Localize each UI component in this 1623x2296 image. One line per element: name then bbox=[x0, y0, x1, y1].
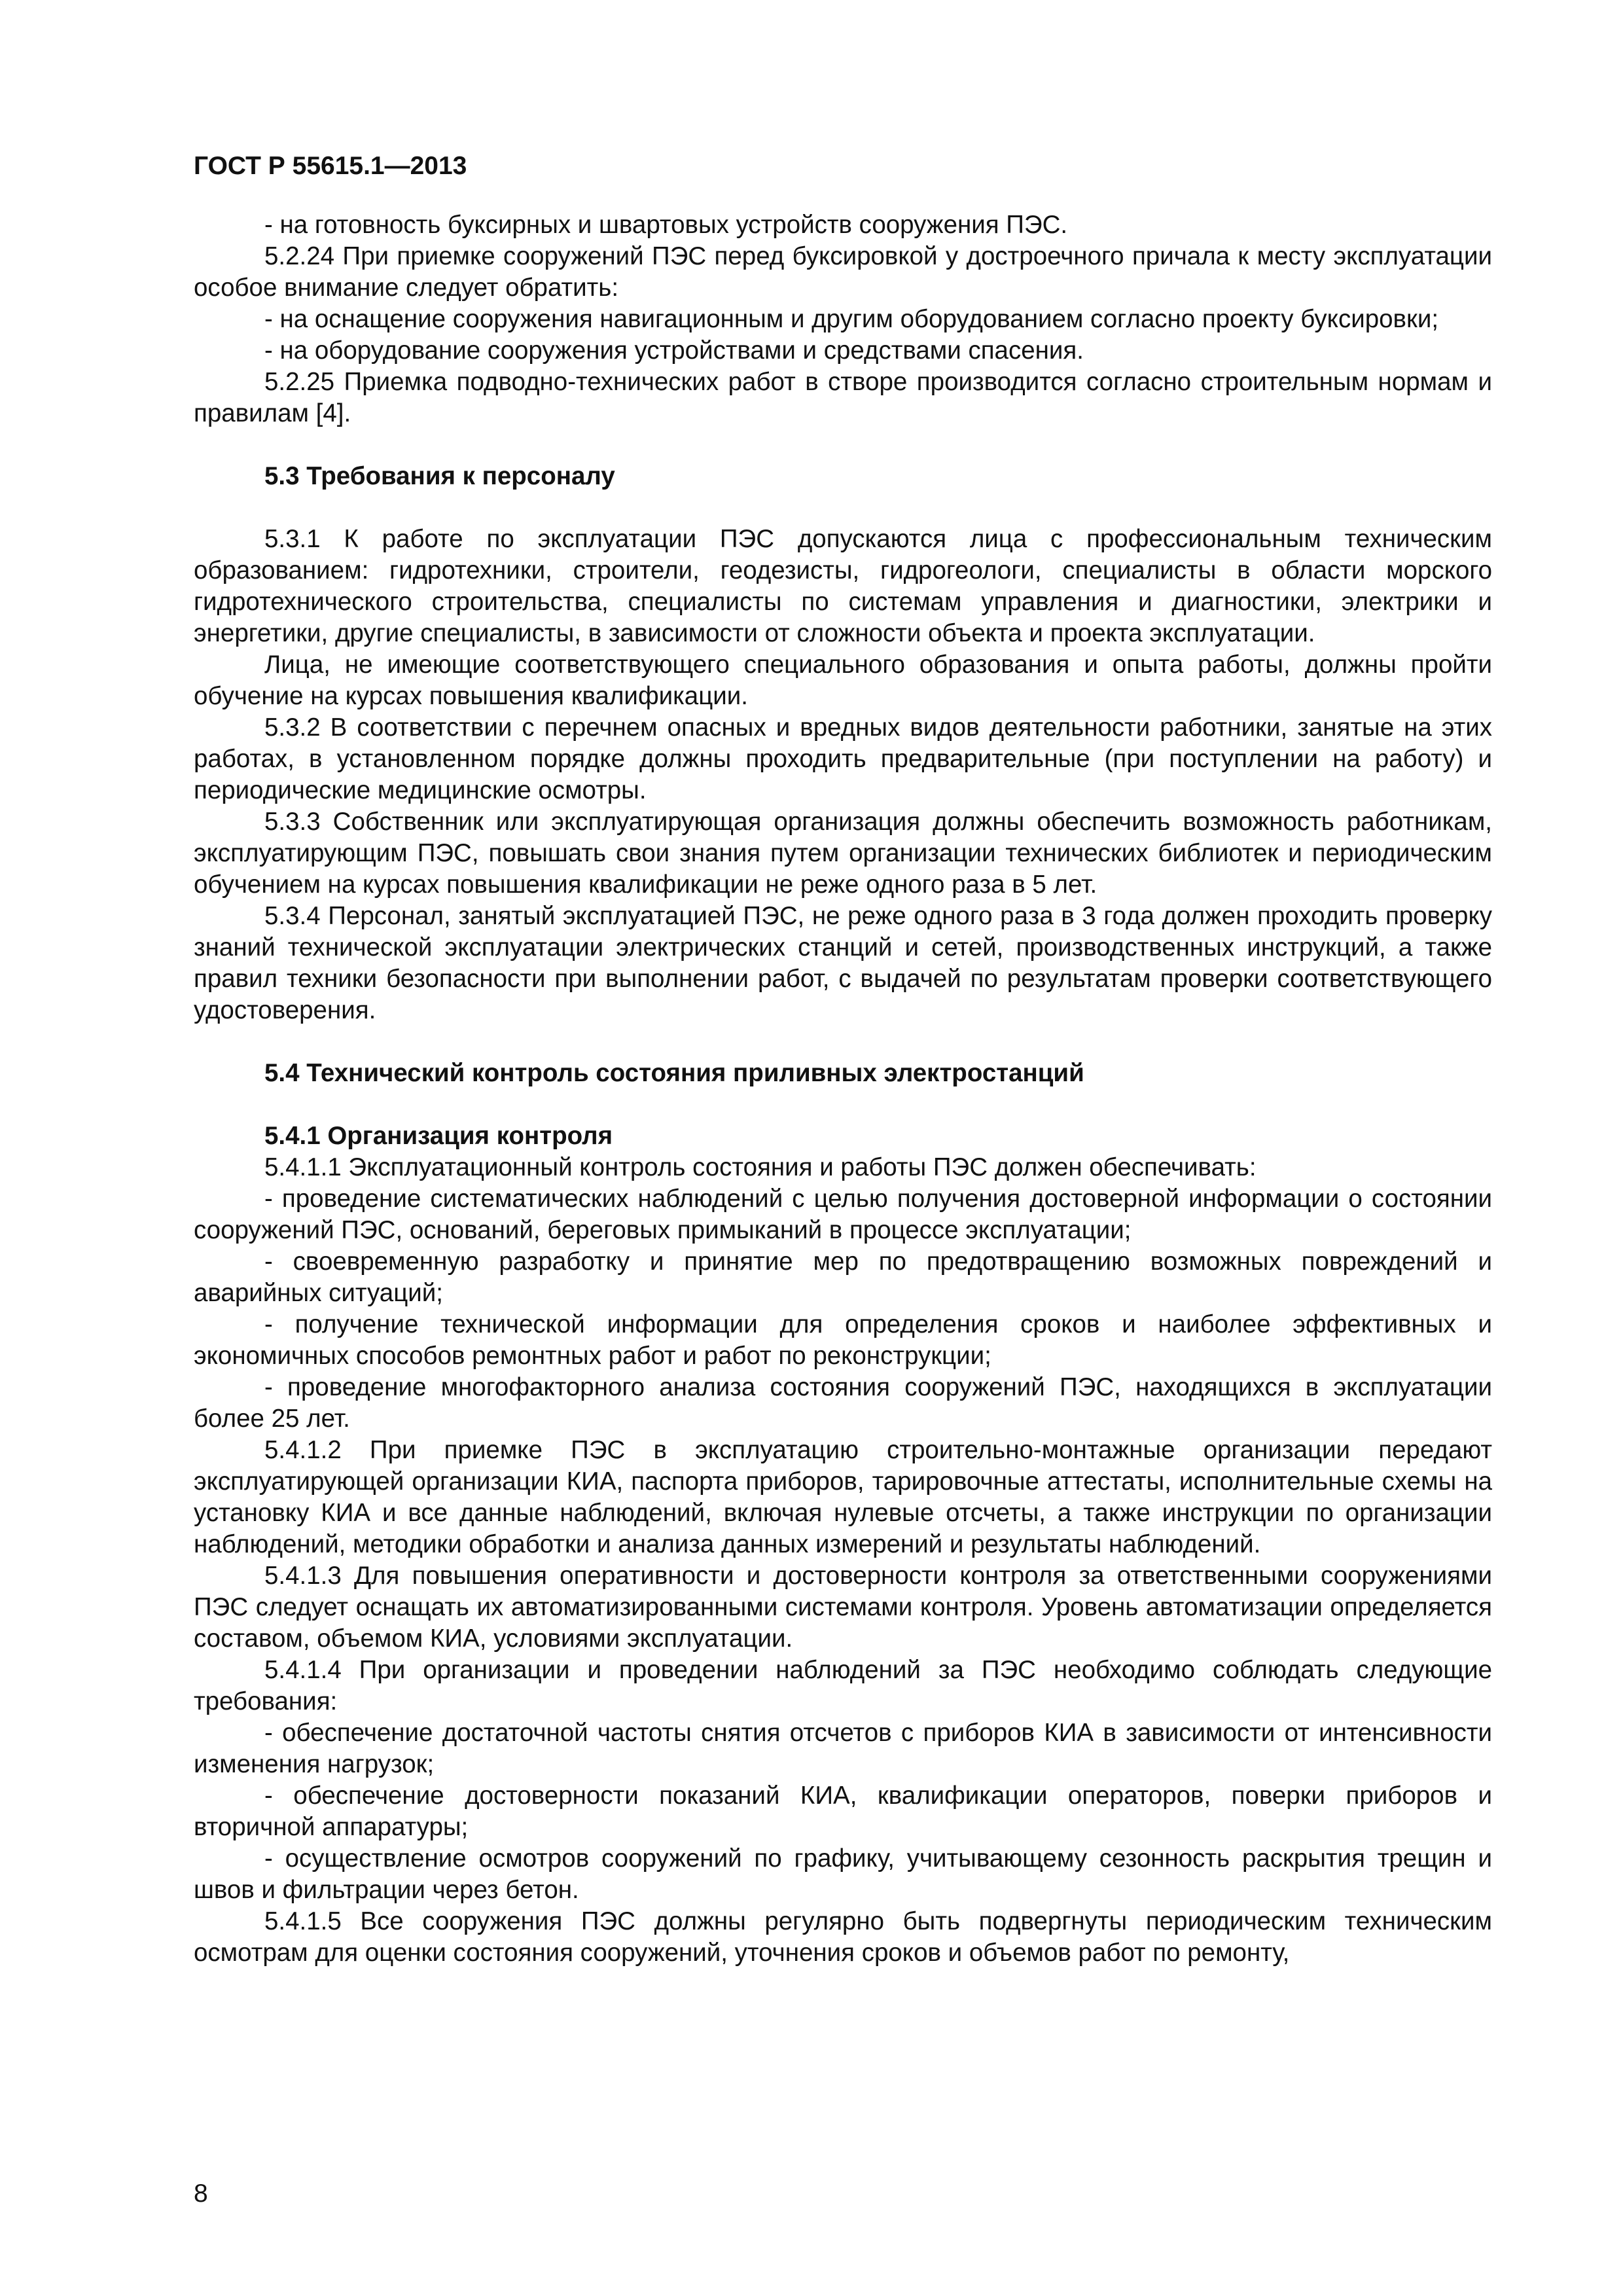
list-item: - получение технической информации для определения сроков и наиболее эффективных и экономичных способов ремонтных работ и работ по реконструкции; bbox=[194, 1310, 1492, 1370]
paragraph: 5.3.2 В соответствии с перечнем опасных и вредных видов деятельности работники, занятые на этих работах, в установленном порядке должны проходить предварительные (при поступлении на работу) и периодические медицинские осмотры. bbox=[194, 713, 1492, 804]
paragraph: 5.2.24 При приемке сооружений ПЭС перед буксировкой у достроечного причала к месту эксплуатации особое внимание следует обратить: bbox=[194, 242, 1492, 302]
list-item: - обеспечение достоверности показаний КИА, квалификации операторов, поверки приборов и вторичной аппаратуры; bbox=[194, 1782, 1492, 1841]
paragraph: 5.3.3 Собственник или эксплуатирующая организация должны обеспечить возможность работникам, эксплуатирующим ПЭС, повышать свои знания путем организации технических библиотек и периодическим обучением на курсах повышения квалификации не реже одного раза в 5 лет. bbox=[194, 808, 1492, 899]
paragraph: 5.4.1.3 Для повышения оперативности и достоверности контроля за ответственными сооружениями ПЭС следует оснащать их автоматизированными системами контроля. Уровень автоматизации определяется составом, объемом КИА, условиями эксплуатации. bbox=[194, 1562, 1492, 1653]
paragraph: 5.4.1.1 Эксплуатационный контроль состояния и работы ПЭС должен обеспечивать: bbox=[264, 1153, 1257, 1181]
paragraph: 5.4.1.5 Все сооружения ПЭС должны регулярно быть подвергнуты периодическим техническим осмотрам для оценки состояния сооружений, уточнения сроков и объемов работ по ремонту, bbox=[194, 1907, 1492, 1967]
section-heading: 5.3 Требования к персоналу bbox=[264, 462, 615, 490]
list-item: - на оборудование сооружения устройствами и средствами спасения. bbox=[264, 336, 1084, 365]
document-page bbox=[194, 152, 1492, 1969]
subsection-heading: 5.4.1 Организация контроля bbox=[264, 1122, 613, 1150]
paragraph: 5.4.1.2 При приемке ПЭС в эксплуатацию строительно-монтажные организации передают эксплуатирующей организации КИА, паспорта приборов, тарировочные аттестаты, исполнительные схемы на установку КИА и все данные наблюдений, включая нулевые отсчеты, а также инструкции по организации наблюдений, методики обработки и анализа данных измерений и результаты наблюдений. bbox=[194, 1436, 1492, 1558]
list-item: - на готовность буксирных и швартовых устройств сооружения ПЭС. bbox=[264, 211, 1068, 239]
paragraph: 5.3.4 Персонал, занятый эксплуатацией ПЭС, не реже одного раза в 3 года должен проходить проверку знаний технической эксплуатации электрических станций и сетей, производственных инструкций, а также правил техники безопасности при выполнении работ, с выдачей по результатам проверки соответствующего удостоверения. bbox=[194, 902, 1492, 1024]
standard-header: ГОСТ Р 55615.1—2013 bbox=[194, 152, 467, 180]
list-item: - проведение многофакторного анализа состояния сооружений ПЭС, находящихся в эксплуатации более 25 лет. bbox=[194, 1373, 1492, 1433]
paragraph: 5.4.1.4 При организации и проведении наблюдений за ПЭС необходимо соблюдать следующие требования: bbox=[194, 1656, 1492, 1715]
page-number: 8 bbox=[194, 2179, 208, 2208]
paragraph: Лица, не имеющие соответствующего специального образования и опыта работы, должны пройти обучение на курсах повышения квалификации. bbox=[194, 651, 1492, 710]
list-item: - обеспечение достаточной частоты снятия отсчетов с приборов КИА в зависимости от интенсивности изменения нагрузок; bbox=[194, 1719, 1492, 1778]
paragraph: 5.3.1 К работе по эксплуатации ПЭС допускаются лица с профессиональным техническим образованием: гидротехники, строители, геодезисты, гидрогеологи, специалисты в области морского гидротехнического строительства, специалисты по системам управления и диагностики, электрики и энергетики, другие специалисты, в зависимости от сложности объекта и проекта эксплуатации. bbox=[194, 525, 1492, 647]
list-item: - осуществление осмотров сооружений по графику, учитывающему сезонность раскрытия трещин и швов и фильтрации через бетон. bbox=[194, 1844, 1492, 1904]
list-item: - на оснащение сооружения навигационным и другим оборудованием согласно проекту буксировки; bbox=[264, 305, 1439, 333]
list-item: - своевременную разработку и принятие мер по предотвращению возможных повреждений и аварийных ситуаций; bbox=[194, 1247, 1492, 1307]
paragraph: 5.2.25 Приемка подводно-технических работ в створе производится согласно строительным нормам и правилам [4]. bbox=[194, 368, 1492, 427]
section-heading: 5.4 Технический контроль состояния приливных электростанций bbox=[264, 1059, 1084, 1087]
list-item: - проведение систематических наблюдений с целью получения достоверной информации о состоянии сооружений ПЭС, оснований, береговых примыканий в процессе эксплуатации; bbox=[194, 1185, 1492, 1244]
